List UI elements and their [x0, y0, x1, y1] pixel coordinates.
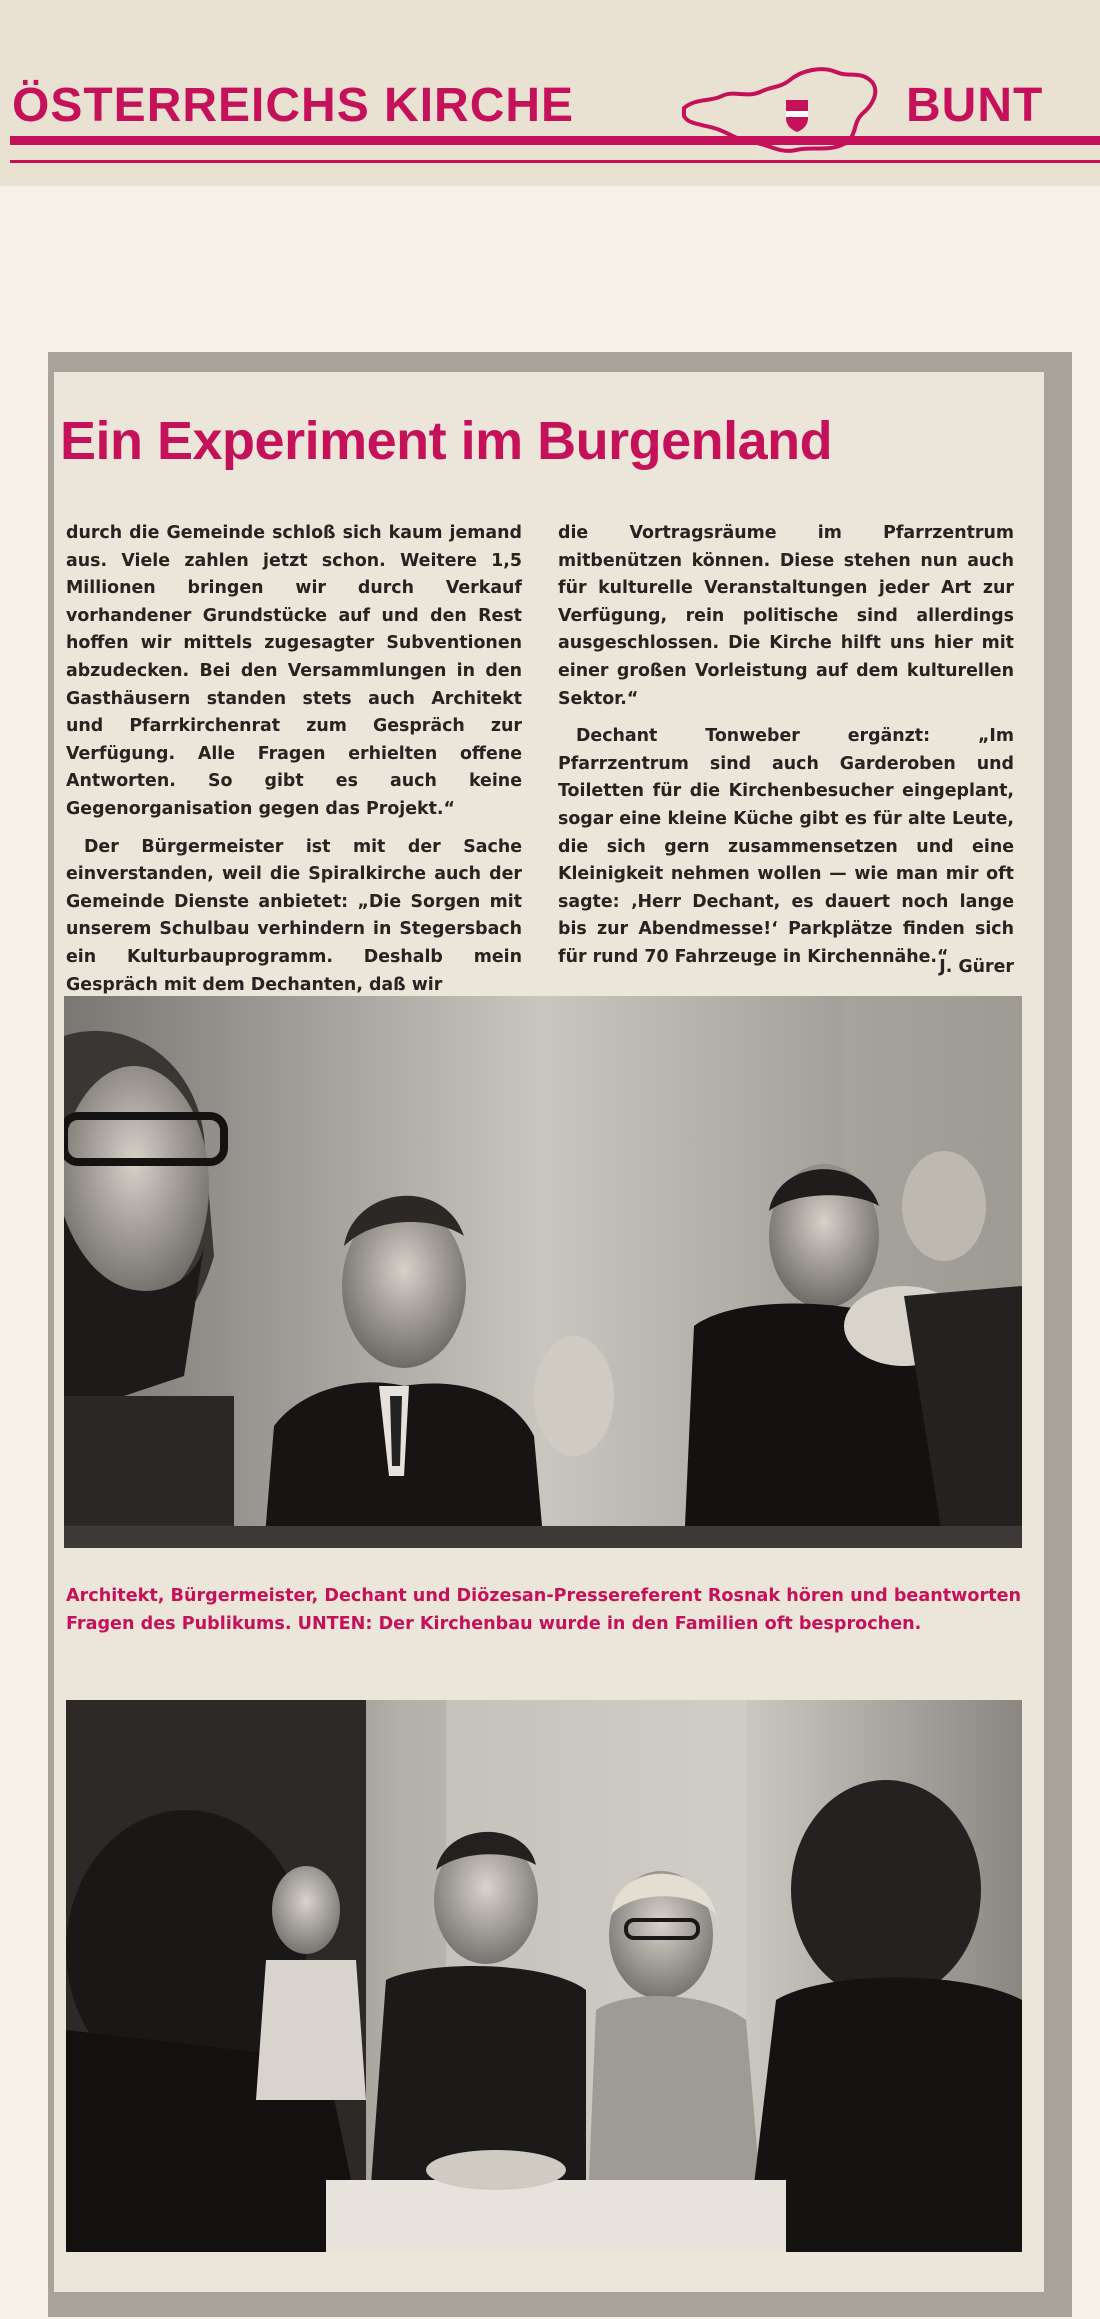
masthead-title: ÖSTERREICHS KIRCHE — [12, 79, 575, 132]
photo-family-discussion — [66, 1700, 1022, 2252]
masthead-rule-thin — [10, 160, 1100, 163]
masthead-strip — [0, 0, 1100, 186]
paragraph: Dechant Tonweber ergänzt: „Im Pfarrzentrum sind auch Garderoben und Toiletten für die Kirchenbesucher eingeplant, sogar eine kleine Küche gibt es für alte Leute, die sich gern zusammensetzen und eine Kleinigkeit nehmen wollen — wie man mir oft sagte: ‚Herr Dechant, es dauert noch lange bis zur Abendmesse!‘ Parkplätze finden sich für rund 70 Fahrzeuge in Kirchennähe.“ — [558, 726, 1014, 967]
paragraph: durch die Gemeinde schloß sich kaum jemand aus. Viele zahlen jetzt schon. Weitere 1,5 Millionen bringen wir durch Verkauf vorhandener Grundstücke auf und den Rest hoffen wir mittels zugesagter Subventionen abzudecken. Bei den Versammlungen in den Gasthäusern standen stets auch Architekt und Pfarrkirchenrat zum Gespräch zur Verfügung. Alle Fragen erhielten offene Antworten. So gibt es auch keine Gegenorganisation gegen das Projekt.“ — [66, 523, 522, 819]
byline: J. Gürer — [939, 956, 1014, 977]
article-headline: Ein Experiment im Burgenland — [60, 411, 833, 471]
article-column-left — [66, 520, 522, 1009]
photo-caption: Architekt, Bürgermeister, Dechant und Diözesan-Pressereferent Rosnak hören und beantworten Fragen des Publikums. UNTEN: Der Kirchenbau wurde in den Familien oft besprochen. — [66, 1586, 1022, 1634]
masthead-rule — [10, 136, 1100, 145]
article-column-right — [558, 520, 1014, 982]
paragraph: die Vortragsräume im Pfarrzentrum mitbenützen können. Diese stehen nun auch für kulturelle Veranstaltungen jeder Art zur Verfügung, rein politische sind allerdings ausgeschlossen. Die Kirche hilft uns hier mit einer großen Vorleistung auf dem kulturellen Sektor.“ — [558, 523, 1014, 709]
paragraph: Der Bürgermeister ist mit der Sache einverstanden, weil die Spiralkirche auch der Gemeinde Dienste anbietet: „Die Sorgen mit unserem Schulbau verhindern in Stegersbach ein Kulturbauprogramm. Deshalb mein Gespräch mit dem Dechanten, daß wir — [66, 836, 522, 995]
masthead-section: BUNT — [906, 79, 1044, 132]
photo-panel-discussion — [64, 996, 1022, 1548]
